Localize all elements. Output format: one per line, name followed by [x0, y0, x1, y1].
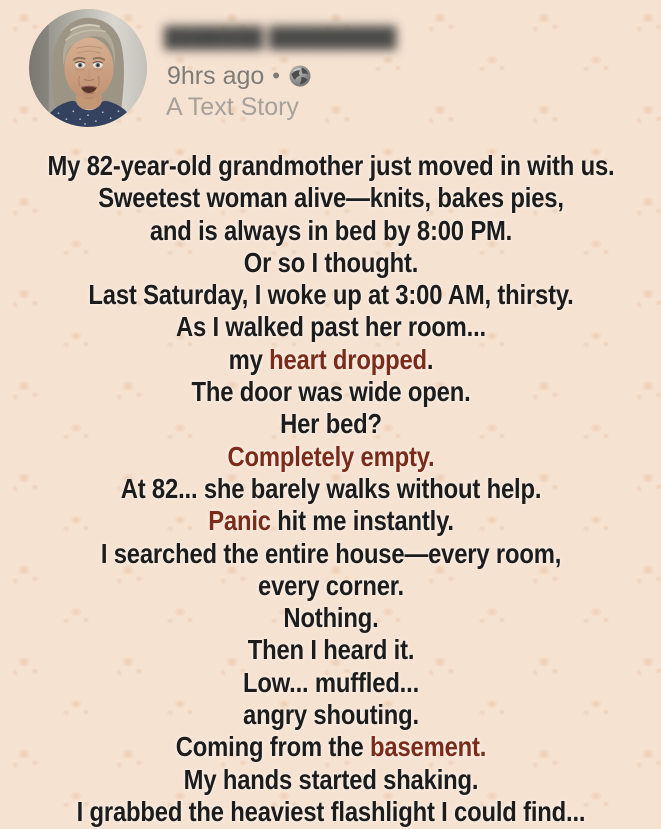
story-segment: Coming from the: [175, 731, 370, 763]
story-segment: I grabbed the heaviest flashlight I could find...: [76, 795, 585, 827]
story-line: [0, 376, 661, 408]
story-segment: Or so I thought.: [243, 246, 418, 278]
post-meta-row: [167, 62, 312, 90]
story-segment: Last Saturday, I woke up at 3:00 AM, thirsty.: [87, 279, 574, 311]
globe-icon: [288, 64, 312, 88]
story-line: [0, 279, 661, 311]
story-line: [0, 699, 661, 731]
story-line: [0, 473, 661, 505]
story-line: [0, 247, 661, 279]
story-segment: Low... muffled...: [242, 666, 419, 698]
story-segment: My hands started shaking.: [183, 763, 478, 795]
story-segment: As I walked past her room...: [175, 311, 486, 343]
story-segment: I searched the entire house—every room,: [100, 537, 561, 569]
story-segment-highlight: Completely empty.: [227, 440, 434, 472]
story-line: [0, 570, 661, 602]
story-segment: .: [426, 343, 433, 375]
story-segment: My 82-year-old grandmother just moved in with us.: [47, 150, 614, 181]
story-segment: Sweetest woman alive—knits, bakes pies,: [97, 182, 564, 214]
story-segment: every corner.: [257, 569, 404, 601]
story-line: [0, 602, 661, 634]
story-line: [0, 344, 661, 376]
story-line: [0, 215, 661, 247]
story-segment-highlight: heart dropped: [268, 343, 427, 375]
story-line: [0, 764, 661, 796]
story-line: [0, 731, 661, 763]
story-segment-highlight: basement.: [369, 731, 486, 763]
post-subtitle: A Text Story: [166, 93, 299, 121]
story-line: [0, 408, 661, 440]
story-line: [0, 441, 661, 473]
story-segment: and is always in bed by 8:00 PM.: [149, 214, 512, 246]
story-line: [0, 311, 661, 343]
author-name-blurred[interactable]: ███████ █████████: [164, 27, 397, 49]
avatar[interactable]: [29, 9, 147, 127]
story-line: [0, 796, 661, 828]
story-segment: The door was wide open.: [190, 376, 471, 408]
story-segment: hit me instantly.: [270, 505, 454, 537]
story-segment: angry shouting.: [242, 699, 419, 731]
story-segment-highlight: Panic: [207, 505, 271, 537]
story-segment: Her bed?: [279, 408, 382, 440]
story-segment: Nothing.: [282, 602, 379, 634]
story-line: [0, 182, 661, 214]
elderly-woman-portrait-icon: [29, 9, 147, 127]
story-line: [0, 150, 661, 182]
story-text: [0, 150, 661, 828]
story-line: [0, 634, 661, 666]
story-line: [0, 538, 661, 570]
story-segment: At 82... she barely walks without help.: [120, 472, 541, 504]
story-line: [0, 667, 661, 699]
post-timestamp[interactable]: 9hrs ago: [167, 61, 265, 90]
story-line: [0, 505, 661, 537]
meta-separator: •: [272, 63, 280, 88]
story-segment: Then I heard it.: [247, 634, 414, 666]
story-segment: my: [228, 343, 269, 375]
